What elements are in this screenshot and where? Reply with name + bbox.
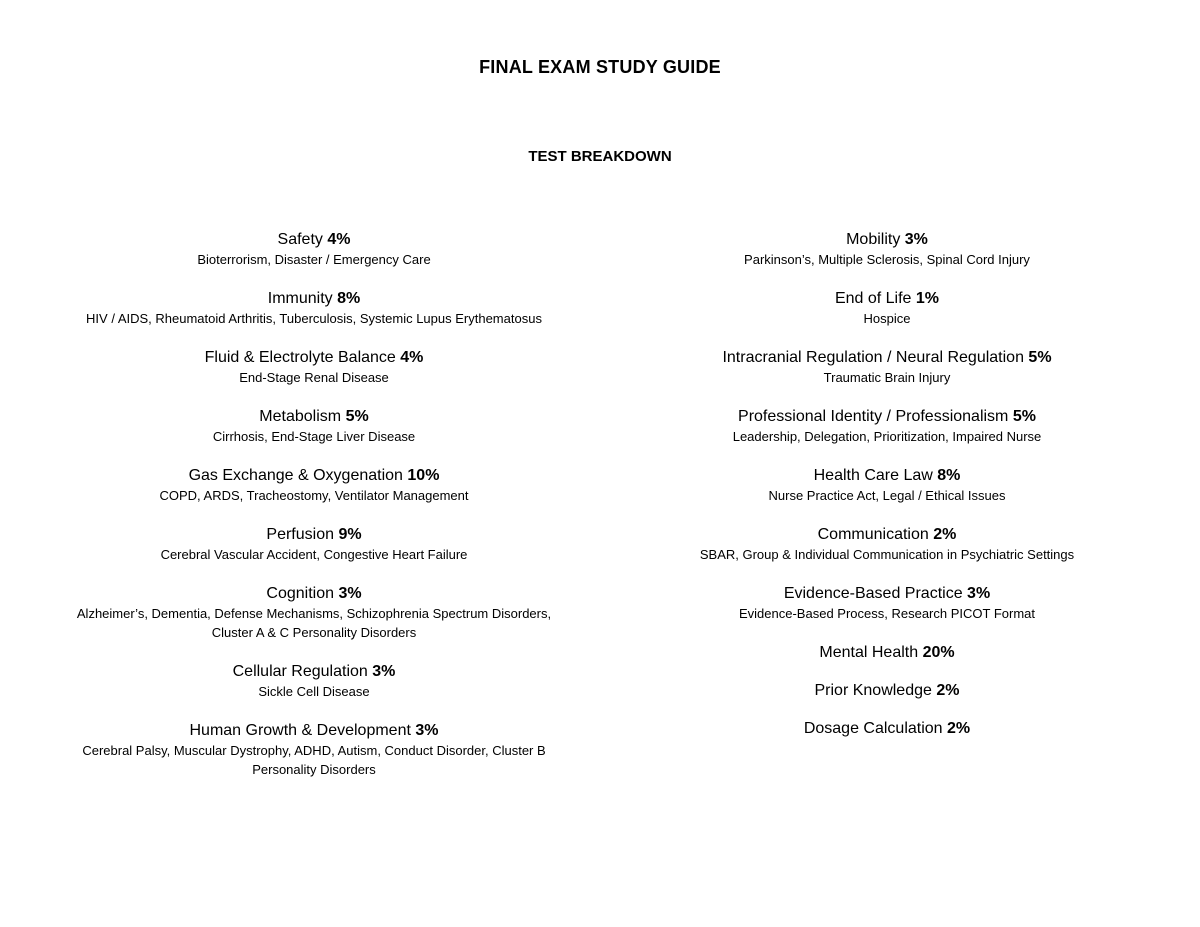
topic-item (672, 525, 1102, 564)
topic-details: Evidence-Based Process, Research PICOT Format (739, 606, 1035, 621)
topic-name: Communication (817, 526, 929, 543)
topic-details: Leadership, Delegation, Prioritization, Impaired Nurse (732, 429, 1042, 444)
topic-percent: 3% (338, 585, 362, 602)
topic-details: Hospice (863, 311, 911, 326)
topic-percent: 5% (1012, 408, 1036, 425)
topic-item (672, 719, 1102, 739)
topic-item (55, 466, 573, 505)
topic-details: Cerebral Vascular Accident, Congestive Heart Failure (160, 547, 468, 562)
topic-name: Prior Knowledge (814, 682, 932, 699)
topic-details: Alzheimer’s, Dementia, Defense Mechanisms, Schizophrenia Spectrum Disorders, Cluster A & C Personality Disorders (76, 606, 552, 640)
topic-item (55, 721, 573, 779)
topic-details: Cerebral Palsy, Muscular Dystrophy, ADHD, Autism, Conduct Disorder, Cluster B Personality Disorders (82, 743, 546, 777)
topic-name: Cognition (266, 585, 335, 602)
topic-name: Professional Identity / Professionalism (738, 408, 1009, 425)
topic-percent: 2% (947, 720, 971, 737)
topic-details: Parkinson’s, Multiple Sclerosis, Spinal Cord Injury (744, 252, 1030, 267)
topic-heading (55, 584, 573, 604)
topic-name: Intracranial Regulation / Neural Regulation (722, 349, 1024, 366)
topic-item (55, 289, 573, 328)
topic-heading (672, 230, 1102, 250)
topic-percent: 1% (915, 290, 940, 307)
topic-heading (55, 407, 573, 427)
topic-heading (55, 466, 573, 486)
topic-item (672, 289, 1102, 328)
section-title: TEST BREAKDOWN (528, 148, 672, 165)
topic-details: Nurse Practice Act, Legal / Ethical Issues (768, 488, 1006, 503)
topic-heading (672, 643, 1102, 663)
topic-item (672, 466, 1102, 505)
topic-name: Human Growth & Development (189, 722, 411, 739)
topic-percent: 3% (967, 585, 991, 602)
topic-percent: 8% (337, 290, 361, 307)
topic-percent: 8% (937, 467, 961, 484)
topic-name: Perfusion (266, 526, 334, 543)
topic-heading (55, 289, 573, 309)
topic-name: Health Care Law (813, 467, 933, 484)
left-topic-column (55, 230, 573, 799)
topic-percent: 10% (407, 467, 440, 484)
topic-percent: 5% (1028, 349, 1052, 366)
right-topic-column (672, 230, 1102, 757)
topic-name: Gas Exchange & Oxygenation (188, 467, 403, 484)
topic-percent: 2% (933, 526, 957, 543)
topic-item (672, 681, 1102, 701)
topic-heading (672, 348, 1102, 368)
topic-heading (55, 230, 573, 250)
topic-percent: 5% (345, 408, 369, 425)
topic-heading (672, 407, 1102, 427)
topic-name: Mobility (846, 231, 901, 248)
topic-percent: 3% (904, 231, 928, 248)
topic-heading (55, 348, 573, 368)
topic-item (672, 643, 1102, 663)
topic-item (55, 525, 573, 564)
topic-details: Traumatic Brain Injury (823, 370, 951, 385)
topic-details: COPD, ARDS, Tracheostomy, Ventilator Management (159, 488, 469, 503)
topic-name: Safety (277, 231, 323, 248)
topic-details: Cirrhosis, End-Stage Liver Disease (212, 429, 416, 444)
topic-item (672, 230, 1102, 269)
topic-item (55, 407, 573, 446)
topic-heading (672, 466, 1102, 486)
topic-item (672, 584, 1102, 623)
topic-heading (672, 584, 1102, 604)
topic-details: End-Stage Renal Disease (239, 370, 389, 385)
topic-heading (672, 719, 1102, 739)
topic-name: Fluid & Electrolyte Balance (204, 349, 396, 366)
topic-name: End of Life (834, 290, 912, 307)
topic-item (672, 348, 1102, 387)
topic-name: Immunity (267, 290, 333, 307)
topic-name: Metabolism (259, 408, 342, 425)
topic-name: Evidence-Based Practice (783, 585, 963, 602)
topic-percent: 4% (327, 231, 351, 248)
topic-heading (55, 525, 573, 545)
topic-name: Mental Health (819, 644, 919, 661)
topic-name: Dosage Calculation (803, 720, 943, 737)
topic-heading (672, 289, 1102, 309)
topic-item (672, 407, 1102, 446)
topic-item (55, 348, 573, 387)
topic-details: Bioterrorism, Disaster / Emergency Care (197, 252, 431, 267)
topic-heading (55, 662, 573, 682)
topic-details: SBAR, Group & Individual Communication in Psychiatric Settings (699, 547, 1075, 562)
topic-percent: 3% (415, 722, 439, 739)
page-title: FINAL EXAM STUDY GUIDE (479, 57, 721, 77)
topic-percent: 4% (400, 349, 424, 366)
topic-percent: 3% (372, 663, 396, 680)
topic-details: Sickle Cell Disease (258, 684, 370, 699)
topic-percent: 2% (936, 682, 960, 699)
topic-item (55, 584, 573, 642)
topic-item (55, 230, 573, 269)
topic-percent: 20% (922, 644, 955, 661)
topic-percent: 9% (338, 526, 362, 543)
topic-heading (672, 681, 1102, 701)
topic-details: HIV / AIDS, Rheumatoid Arthritis, Tuberculosis, Systemic Lupus Erythematosus (86, 311, 542, 326)
topic-heading (55, 721, 573, 741)
topic-item (55, 662, 573, 701)
topic-heading (672, 525, 1102, 545)
topic-name: Cellular Regulation (232, 663, 368, 680)
